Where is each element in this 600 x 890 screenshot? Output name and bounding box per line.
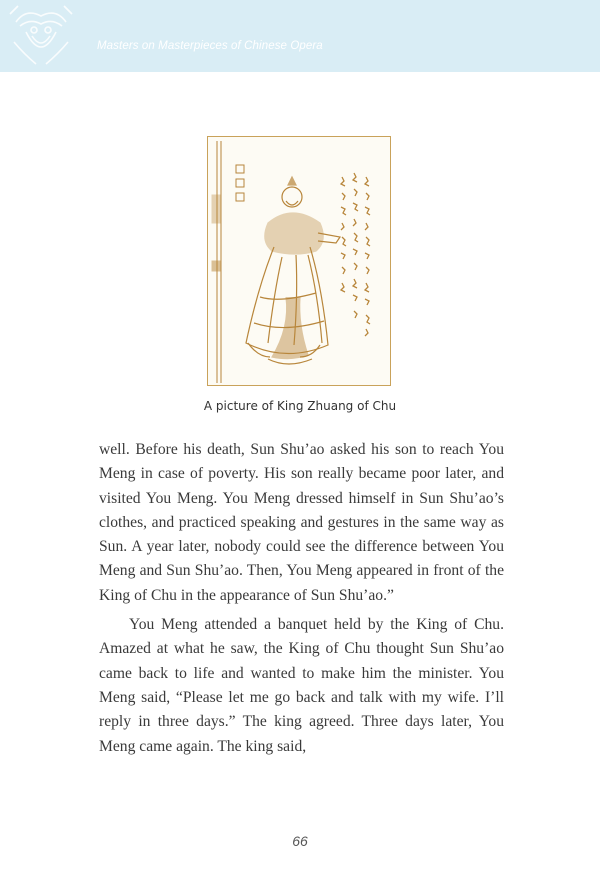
figure-caption: A picture of King Zhuang of Chu <box>203 399 397 413</box>
header-title: Masters on Masterpieces of Chinese Opera <box>97 40 323 52</box>
body-text <box>99 438 504 764</box>
king-zhuang-woodcut-illustration <box>208 137 392 387</box>
paragraph: well. Before his death, Sun Shu’ao asked his son to reach You Meng in case of poverty. His son really became poor later, and visited You Meng. You Meng dressed himself in Sun Shu’ao’s clothes, and practiced speaking and gestures in the same way as Sun. A year later, nobody could see the difference between You Meng and Sun Shu’ao. Then, You Meng appeared in front of the King of Chu in the appearance of Sun Shu’ao.” <box>99 441 504 604</box>
page-number: 66 <box>292 833 308 849</box>
king-illustration <box>207 136 391 386</box>
header-band <box>0 0 600 72</box>
opera-mask-emblem-icon <box>6 2 76 70</box>
paragraph: You Meng attended a banquet held by the King of Chu. Amazed at what he saw, the King of Chu thought Sun Shu’ao came back to life and wanted to make him the minister. You Meng said, “Please let me go back and talk with my wife. I’ll reply in three days.” The king agreed. Three days later, You Meng came again. The king said, <box>99 616 504 755</box>
